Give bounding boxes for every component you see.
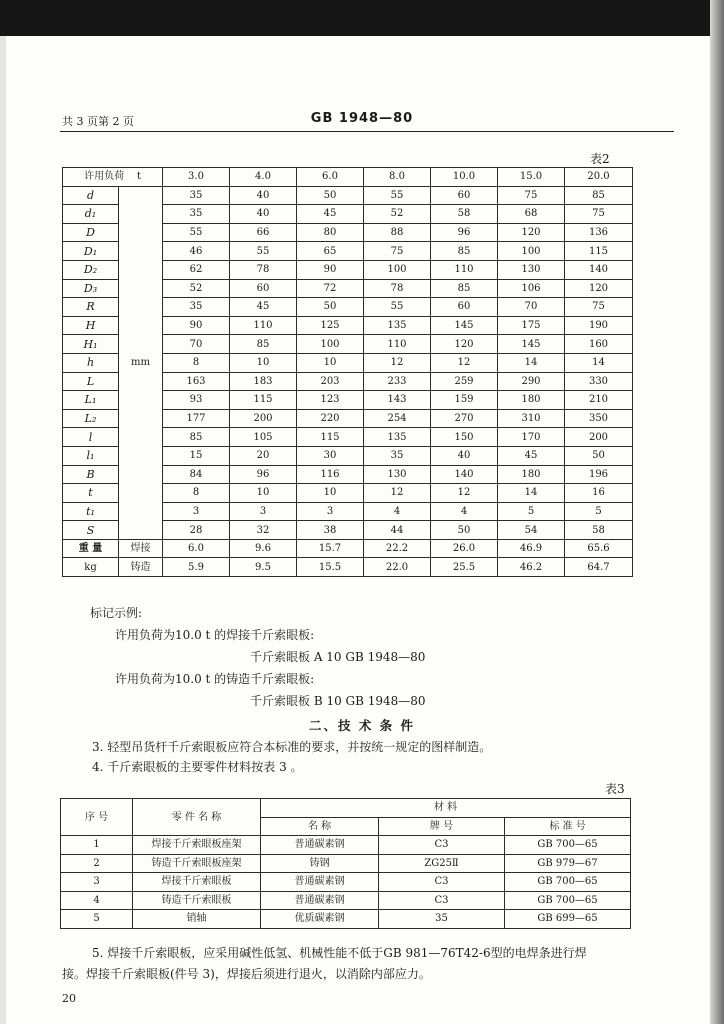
unit-cell-blank xyxy=(119,186,163,205)
dimension-value: 38 xyxy=(297,521,364,540)
dimension-value: 35 xyxy=(163,298,230,317)
material-grade: C3 xyxy=(379,891,505,910)
item3-text: 3. 轻型吊货杆千斤索眼板应符合本标准的要求，并按统一规定的图样制造。 xyxy=(92,740,492,754)
weight-value: 9.5 xyxy=(230,558,297,577)
load-header-cell: 15.0 xyxy=(498,168,565,187)
dimension-symbol: D xyxy=(63,223,119,242)
dimension-value: 175 xyxy=(498,316,565,335)
dimension-value: 8 xyxy=(163,353,230,372)
dimension-value: 50 xyxy=(297,298,364,317)
dimension-value: 180 xyxy=(498,465,565,484)
header-load-unit: t xyxy=(136,171,141,183)
dimension-value: 30 xyxy=(297,446,364,465)
unit-cell-blank xyxy=(119,502,163,521)
dimension-value: 110 xyxy=(431,260,498,279)
dimension-value: 58 xyxy=(565,521,633,540)
dimension-value: 115 xyxy=(565,242,633,261)
dimension-value: 15 xyxy=(163,446,230,465)
dimension-value: 20 xyxy=(230,446,297,465)
material-part: 焊接千斤索眼板座架 xyxy=(133,836,261,855)
dimension-value: 35 xyxy=(163,205,230,224)
dimension-value: 12 xyxy=(364,484,431,503)
material-part: 销轴 xyxy=(133,910,261,929)
dimension-value: 55 xyxy=(163,223,230,242)
dimension-value: 105 xyxy=(230,428,297,447)
dimension-value: 75 xyxy=(364,242,431,261)
weight-value: 6.0 xyxy=(163,539,230,558)
dimension-value: 45 xyxy=(498,446,565,465)
dimension-symbol: h xyxy=(63,353,119,372)
material-grade: 35 xyxy=(379,910,505,929)
dimension-value: 116 xyxy=(297,465,364,484)
dimension-value: 84 xyxy=(163,465,230,484)
dimension-value: 14 xyxy=(498,353,565,372)
material-name: 铸钢 xyxy=(261,854,379,873)
weight-value: 9.6 xyxy=(230,539,297,558)
dimension-value: 100 xyxy=(364,260,431,279)
dimension-value: 220 xyxy=(297,409,364,428)
dimension-value: 44 xyxy=(364,521,431,540)
dimension-value: 140 xyxy=(431,465,498,484)
unit-cell-blank xyxy=(119,409,163,428)
unit-cell-blank xyxy=(119,372,163,391)
dimension-value: 196 xyxy=(565,465,633,484)
dimension-value: 233 xyxy=(364,372,431,391)
dimension-value: 180 xyxy=(498,391,565,410)
dimension-symbol: t₁ xyxy=(63,502,119,521)
weight-method: 焊接 xyxy=(119,539,163,558)
dimension-value: 55 xyxy=(364,186,431,205)
material-part: 焊接千斤索眼板 xyxy=(133,873,261,892)
material-grade: C3 xyxy=(379,836,505,855)
dimension-value: 75 xyxy=(498,186,565,205)
page-number: 20 xyxy=(62,992,76,1005)
dimension-value: 110 xyxy=(230,316,297,335)
load-header-cell: 8.0 xyxy=(364,168,431,187)
unit-cell-blank xyxy=(119,260,163,279)
dimension-value: 78 xyxy=(230,260,297,279)
dimension-row xyxy=(63,484,633,503)
material-name: 优质碳素钢 xyxy=(261,910,379,929)
dimension-value: 40 xyxy=(230,186,297,205)
unit-cell-blank xyxy=(119,428,163,447)
weight-row xyxy=(63,539,633,558)
dimension-value: 55 xyxy=(364,298,431,317)
weight-label: kg xyxy=(63,558,119,577)
weight-value: 65.6 xyxy=(565,539,633,558)
dimension-value: 10 xyxy=(230,484,297,503)
dimension-symbol: d xyxy=(63,186,119,205)
material-no: 5 xyxy=(61,910,133,929)
material-std: GB 979—67 xyxy=(505,854,631,873)
dimension-symbol: t xyxy=(63,484,119,503)
unit-cell-blank xyxy=(119,465,163,484)
dimension-value: 120 xyxy=(431,335,498,354)
material-row xyxy=(61,854,631,873)
table2-label: 表2 xyxy=(590,152,610,166)
material-row xyxy=(61,910,631,929)
dimension-value: 5 xyxy=(565,502,633,521)
dimension-symbol: L₁ xyxy=(63,391,119,410)
header-load-label: 许用负荷 xyxy=(84,171,125,183)
header-material: 材 料 xyxy=(261,799,631,818)
scan-top-border xyxy=(0,0,724,36)
dimension-value: 159 xyxy=(431,391,498,410)
dimension-value: 55 xyxy=(230,242,297,261)
unit-cell: mm xyxy=(119,353,163,372)
dimension-symbol: R xyxy=(63,298,119,317)
dimension-value: 4 xyxy=(431,502,498,521)
dimension-value: 200 xyxy=(565,428,633,447)
dimension-value: 3 xyxy=(230,502,297,521)
dimension-value: 35 xyxy=(163,186,230,205)
dimension-value: 270 xyxy=(431,409,498,428)
scan-right-edge xyxy=(710,0,724,1024)
dimension-value: 75 xyxy=(565,205,633,224)
unit-cell-blank xyxy=(119,242,163,261)
dimension-value: 40 xyxy=(431,446,498,465)
dimension-value: 140 xyxy=(565,260,633,279)
weight-row xyxy=(63,558,633,577)
dimension-row xyxy=(63,465,633,484)
dimension-value: 145 xyxy=(431,316,498,335)
dimension-symbol: l xyxy=(63,428,119,447)
material-name: 普通碳素钢 xyxy=(261,836,379,855)
marking-line2: 许用负荷为10.0 t 的铸造千斤索眼板: xyxy=(115,672,315,686)
dimension-value: 85 xyxy=(565,186,633,205)
dimension-value: 106 xyxy=(498,279,565,298)
dimension-row xyxy=(63,186,633,205)
dimension-value: 330 xyxy=(565,372,633,391)
dimension-value: 85 xyxy=(230,335,297,354)
marking-line1: 许用负荷为10.0 t 的焊接千斤索眼板: xyxy=(115,628,315,642)
dimension-symbol: L xyxy=(63,372,119,391)
dimension-value: 96 xyxy=(230,465,297,484)
section-title: 二、技 术 条 件 xyxy=(308,718,416,733)
weight-label: 重 量 xyxy=(63,539,119,558)
material-grade: C3 xyxy=(379,873,505,892)
dimension-row xyxy=(63,298,633,317)
dimension-value: 46 xyxy=(163,242,230,261)
dimension-value: 210 xyxy=(565,391,633,410)
table2-header-row xyxy=(63,168,633,187)
dimension-value: 70 xyxy=(498,298,565,317)
unit-cell-blank xyxy=(119,223,163,242)
dimension-value: 96 xyxy=(431,223,498,242)
dimension-value: 259 xyxy=(431,372,498,391)
material-row xyxy=(61,891,631,910)
unit-cell-blank xyxy=(119,298,163,317)
weight-method: 铸造 xyxy=(119,558,163,577)
dimension-row xyxy=(63,279,633,298)
dimension-value: 90 xyxy=(163,316,230,335)
weight-value: 25.5 xyxy=(431,558,498,577)
marking-code2: 千斤索眼板 B 10 GB 1948—80 xyxy=(250,694,426,708)
dimension-row xyxy=(63,223,633,242)
unit-cell-blank xyxy=(119,521,163,540)
dimension-symbol: L₂ xyxy=(63,409,119,428)
dimension-value: 135 xyxy=(364,316,431,335)
dimension-value: 85 xyxy=(431,279,498,298)
dimension-value: 200 xyxy=(230,409,297,428)
weight-value: 26.0 xyxy=(431,539,498,558)
material-std: GB 700—65 xyxy=(505,836,631,855)
dimension-value: 80 xyxy=(297,223,364,242)
dimension-value: 40 xyxy=(230,205,297,224)
dimension-value: 50 xyxy=(297,186,364,205)
dimension-row xyxy=(63,353,633,372)
dimension-value: 8 xyxy=(163,484,230,503)
page-info: 共 3 页第 2 页 xyxy=(62,115,134,128)
weight-value: 64.7 xyxy=(565,558,633,577)
dimension-value: 100 xyxy=(498,242,565,261)
dimension-value: 93 xyxy=(163,391,230,410)
weight-value: 46.9 xyxy=(498,539,565,558)
dimension-symbol: S xyxy=(63,521,119,540)
dimension-value: 203 xyxy=(297,372,364,391)
weight-value: 15.7 xyxy=(297,539,364,558)
dimension-value: 10 xyxy=(297,484,364,503)
dimension-value: 16 xyxy=(565,484,633,503)
unit-cell-blank xyxy=(119,391,163,410)
dimension-value: 35 xyxy=(364,446,431,465)
dimension-value: 3 xyxy=(297,502,364,521)
unit-cell-blank xyxy=(119,279,163,298)
scan-left-edge xyxy=(0,36,6,1024)
dimension-row xyxy=(63,316,633,335)
dimension-row xyxy=(63,372,633,391)
dimension-value: 32 xyxy=(230,521,297,540)
item4-text: 4. 千斤索眼板的主要零件材料按表 3 。 xyxy=(92,760,303,774)
dimension-value: 290 xyxy=(498,372,565,391)
material-row xyxy=(61,836,631,855)
material-grade: ZG25Ⅱ xyxy=(379,854,505,873)
load-header-cell: 20.0 xyxy=(565,168,633,187)
dimension-value: 350 xyxy=(565,409,633,428)
dimension-value: 145 xyxy=(498,335,565,354)
dimension-value: 52 xyxy=(364,205,431,224)
dimension-value: 100 xyxy=(297,335,364,354)
dimension-row xyxy=(63,260,633,279)
material-no: 1 xyxy=(61,836,133,855)
load-header-cell: 4.0 xyxy=(230,168,297,187)
dimension-value: 60 xyxy=(431,298,498,317)
dimension-value: 4 xyxy=(364,502,431,521)
dimension-value: 130 xyxy=(498,260,565,279)
marking-code1: 千斤索眼板 A 10 GB 1948—80 xyxy=(250,650,426,664)
material-part: 铸造千斤索眼板座架 xyxy=(133,854,261,873)
dimension-value: 254 xyxy=(364,409,431,428)
load-header-cell: 3.0 xyxy=(163,168,230,187)
dimension-value: 120 xyxy=(565,279,633,298)
dimension-value: 88 xyxy=(364,223,431,242)
header-standard: 标 准 号 xyxy=(505,817,631,836)
load-header-cell: 6.0 xyxy=(297,168,364,187)
dimension-value: 50 xyxy=(565,446,633,465)
header-rule xyxy=(60,131,674,132)
dimension-value: 85 xyxy=(163,428,230,447)
table3-label: 表3 xyxy=(605,782,625,796)
dimension-value: 54 xyxy=(498,521,565,540)
dimension-value: 45 xyxy=(297,205,364,224)
dimension-row xyxy=(63,502,633,521)
dimension-table xyxy=(62,167,633,577)
weight-value: 22.2 xyxy=(364,539,431,558)
dimension-value: 130 xyxy=(364,465,431,484)
dimension-symbol: d₁ xyxy=(63,205,119,224)
unit-cell-blank xyxy=(119,484,163,503)
dimension-symbol: D₁ xyxy=(63,242,119,261)
dimension-value: 60 xyxy=(230,279,297,298)
materials-table xyxy=(60,798,631,929)
material-no: 2 xyxy=(61,854,133,873)
unit-cell-blank xyxy=(119,446,163,465)
material-no: 4 xyxy=(61,891,133,910)
dimension-value: 163 xyxy=(163,372,230,391)
dimension-value: 72 xyxy=(297,279,364,298)
dimension-value: 160 xyxy=(565,335,633,354)
dimension-value: 60 xyxy=(431,186,498,205)
marking-title: 标记示例: xyxy=(90,606,143,620)
dimension-value: 123 xyxy=(297,391,364,410)
dimension-value: 3 xyxy=(163,502,230,521)
material-name: 普通碳素钢 xyxy=(261,873,379,892)
dimension-row xyxy=(63,521,633,540)
dimension-value: 310 xyxy=(498,409,565,428)
dimension-value: 5 xyxy=(498,502,565,521)
material-std: GB 700—65 xyxy=(505,891,631,910)
dimension-value: 190 xyxy=(565,316,633,335)
dimension-value: 58 xyxy=(431,205,498,224)
dimension-value: 12 xyxy=(431,484,498,503)
unit-cell-blank xyxy=(119,335,163,354)
dimension-value: 120 xyxy=(498,223,565,242)
dimension-value: 78 xyxy=(364,279,431,298)
dimension-row xyxy=(63,409,633,428)
header-part: 零 件 名 称 xyxy=(133,799,261,836)
dimension-value: 150 xyxy=(431,428,498,447)
dimension-symbol: B xyxy=(63,465,119,484)
dimension-value: 66 xyxy=(230,223,297,242)
header-load-cell xyxy=(63,168,163,187)
dimension-value: 85 xyxy=(431,242,498,261)
material-row xyxy=(61,873,631,892)
dimension-row xyxy=(63,428,633,447)
weight-value: 46.2 xyxy=(498,558,565,577)
dimension-row xyxy=(63,205,633,224)
item5-line2: 接。焊接千斤索眼板(件号 3)，焊接后须进行退火，以消除内部应力。 xyxy=(62,967,431,981)
dimension-row xyxy=(63,391,633,410)
dimension-symbol: H₁ xyxy=(63,335,119,354)
dimension-value: 136 xyxy=(565,223,633,242)
dimension-value: 177 xyxy=(163,409,230,428)
material-std: GB 699—65 xyxy=(505,910,631,929)
header-no: 序 号 xyxy=(61,799,133,836)
dimension-value: 12 xyxy=(364,353,431,372)
standard-number: GB 1948—80 xyxy=(310,111,414,126)
item5-line1: 5. 焊接千斤索眼板，应采用碱性低氢、机械性能不低于GB 981—76T42-6型的电焊条进行焊 xyxy=(92,946,587,960)
load-header-cell: 10.0 xyxy=(431,168,498,187)
dimension-value: 14 xyxy=(498,484,565,503)
dimension-value: 14 xyxy=(565,353,633,372)
header-grade: 牌 号 xyxy=(379,817,505,836)
dimension-value: 10 xyxy=(297,353,364,372)
material-std: GB 700—65 xyxy=(505,873,631,892)
dimension-value: 143 xyxy=(364,391,431,410)
material-no: 3 xyxy=(61,873,133,892)
dimension-value: 12 xyxy=(431,353,498,372)
dimension-value: 125 xyxy=(297,316,364,335)
dimension-value: 45 xyxy=(230,298,297,317)
dimension-row xyxy=(63,242,633,261)
unit-cell-blank xyxy=(119,205,163,224)
dimension-symbol: D₃ xyxy=(63,279,119,298)
dimension-value: 115 xyxy=(297,428,364,447)
dimension-value: 65 xyxy=(297,242,364,261)
dimension-row xyxy=(63,446,633,465)
dimension-value: 135 xyxy=(364,428,431,447)
dimension-value: 50 xyxy=(431,521,498,540)
material-name: 普通碳素钢 xyxy=(261,891,379,910)
dimension-value: 170 xyxy=(498,428,565,447)
dimension-value: 62 xyxy=(163,260,230,279)
weight-value: 22.0 xyxy=(364,558,431,577)
dimension-symbol: l₁ xyxy=(63,446,119,465)
dimension-row xyxy=(63,335,633,354)
dimension-value: 28 xyxy=(163,521,230,540)
unit-cell-blank xyxy=(119,316,163,335)
dimension-value: 52 xyxy=(163,279,230,298)
dimension-value: 183 xyxy=(230,372,297,391)
dimension-value: 75 xyxy=(565,298,633,317)
header-material-name: 名 称 xyxy=(261,817,379,836)
weight-value: 15.5 xyxy=(297,558,364,577)
material-part: 铸造千斤索眼板 xyxy=(133,891,261,910)
dimension-value: 10 xyxy=(230,353,297,372)
dimension-symbol: D₂ xyxy=(63,260,119,279)
dimension-value: 70 xyxy=(163,335,230,354)
weight-value: 5.9 xyxy=(163,558,230,577)
dimension-value: 110 xyxy=(364,335,431,354)
dimension-symbol: H xyxy=(63,316,119,335)
dimension-value: 68 xyxy=(498,205,565,224)
dimension-value: 90 xyxy=(297,260,364,279)
dimension-value: 115 xyxy=(230,391,297,410)
